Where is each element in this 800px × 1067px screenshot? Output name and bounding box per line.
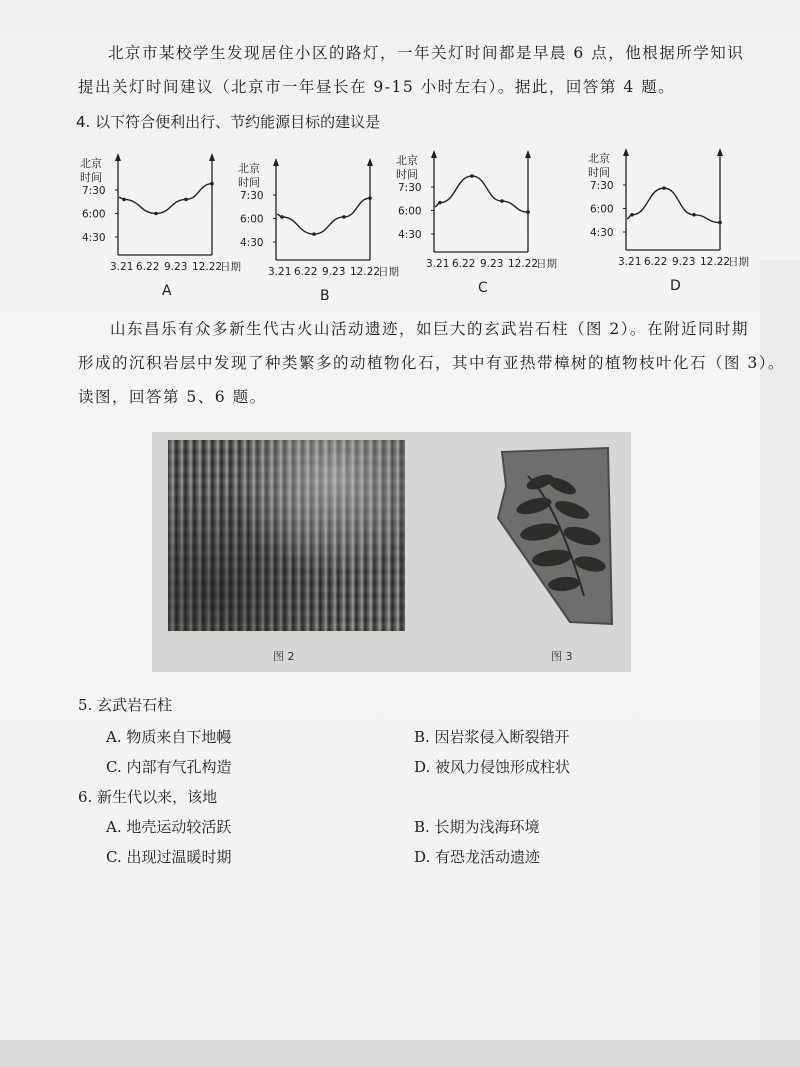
page-bottom-shadow — [0, 1040, 800, 1067]
right-axis-arrow — [717, 148, 723, 156]
q6-option-d[interactable]: D. 有恐龙活动遗迹 — [414, 848, 541, 866]
y-tick-label: 4:30 — [82, 232, 106, 244]
x-tick-label: 12.22 — [508, 258, 539, 270]
x-tick-label: 12.22 — [700, 256, 731, 268]
x-tick-label: 9.23 — [164, 261, 188, 273]
data-point-9.23 — [500, 199, 504, 203]
chart-d — [588, 140, 768, 294]
data-curve — [119, 184, 212, 214]
data-point-9.23 — [184, 198, 188, 202]
x-unit-label: 日期 — [220, 261, 241, 273]
x-tick-label: 3.21 — [426, 258, 450, 270]
passage-line-3: 读图，回答第 5、6 题。 — [78, 388, 267, 406]
x-unit-label: 日期 — [378, 266, 399, 278]
q6-option-c[interactable]: C. 出现过温暖时期 — [106, 848, 232, 866]
passage-line-2: 形成的沉积岩层中发现了种类繁多的动植物化石，其中有亚热带樟树的植物枝叶化石（图 3）。 — [78, 354, 786, 372]
x-tick-label: 12.22 — [192, 261, 223, 273]
data-point-6.22 — [154, 212, 158, 216]
x-tick-label: 6.22 — [294, 266, 318, 278]
x-unit-label: 日期 — [728, 256, 749, 268]
q5-option-d[interactable]: D. 被风力侵蚀形成柱状 — [414, 758, 571, 776]
y-axis-arrow — [273, 158, 279, 166]
chart-b-svg — [238, 150, 413, 304]
data-point-9.23 — [342, 215, 346, 219]
y-tick-label: 4:30 — [590, 227, 614, 239]
data-point-3.21 — [438, 201, 442, 205]
right-axis-arrow — [367, 158, 373, 166]
x-tick-label: 9.23 — [480, 258, 504, 270]
y-title-line-1: 北京 — [80, 157, 102, 170]
data-curve — [277, 198, 370, 234]
y-tick-label: 4:30 — [240, 237, 264, 249]
q6-option-b[interactable]: B. 长期为浅海环境 — [414, 818, 540, 836]
x-tick-label: 6.22 — [136, 261, 160, 273]
x-tick-label: 3.21 — [110, 261, 134, 273]
data-point-3.21 — [280, 215, 284, 219]
data-point-6.22 — [470, 174, 474, 178]
chart-b — [238, 150, 413, 304]
y-tick-label: 6:00 — [398, 205, 422, 218]
y-title-line-1: 北京 — [588, 152, 610, 165]
y-tick-label: 6:00 — [590, 203, 614, 216]
data-point-12.22 — [718, 221, 722, 225]
intro-line-1: 北京市某校学生发现居住小区的路灯，一年关灯时间都是早晨 6 点，他根据所学知识 — [108, 44, 745, 62]
y-tick-label: 7:30 — [398, 182, 422, 194]
question-4-stem: 4. 以下符合便利出行、节约能源目标的建议是 — [76, 113, 381, 131]
y-axis-arrow — [431, 150, 437, 158]
leaf-fossil-photo — [488, 446, 620, 632]
y-tick-label: 7:30 — [590, 180, 614, 192]
question-5-stem: 5. 玄武岩石柱 — [78, 696, 173, 714]
data-point-12.22 — [526, 210, 530, 214]
data-curve — [627, 188, 720, 222]
right-axis-arrow — [525, 150, 531, 158]
y-title-line-2: 时间 — [238, 176, 260, 189]
x-unit-label: 日期 — [536, 258, 557, 270]
question-6-stem: 6. 新生代以来，该地 — [78, 788, 218, 806]
x-tick-label: 12.22 — [350, 266, 381, 278]
y-tick-label: 6:00 — [82, 208, 106, 221]
q5-option-a[interactable]: A. 物质来自下地幔 — [106, 728, 232, 746]
y-tick-label: 6:00 — [240, 213, 264, 226]
page-shadow — [760, 260, 800, 1060]
chart-a — [80, 145, 255, 299]
y-title-line-2: 时间 — [80, 171, 102, 184]
x-tick-label: 3.21 — [268, 266, 292, 278]
chart-letter: A — [162, 283, 172, 299]
x-tick-label: 9.23 — [672, 256, 696, 268]
data-point-12.22 — [368, 196, 372, 200]
data-point-12.22 — [210, 182, 214, 186]
chart-letter: C — [478, 280, 488, 296]
data-point-3.21 — [122, 198, 126, 202]
right-axis-arrow — [209, 153, 215, 161]
data-point-9.23 — [692, 213, 696, 217]
data-point-6.22 — [662, 186, 666, 190]
chart-a-svg — [80, 145, 255, 299]
data-point-6.22 — [312, 232, 316, 236]
chart-c-svg — [396, 142, 576, 296]
chart-letter: B — [320, 288, 330, 304]
q5-option-b[interactable]: B. 因岩浆侵入断裂错开 — [414, 728, 570, 746]
y-tick-label: 7:30 — [82, 185, 106, 197]
q5-option-c[interactable]: C. 内部有气孔构造 — [106, 758, 232, 776]
y-title-line-2: 时间 — [396, 168, 418, 181]
data-point-3.21 — [630, 213, 634, 217]
x-tick-label: 6.22 — [644, 256, 668, 268]
figure-3-caption: 图 3 — [551, 650, 573, 663]
x-tick-label: 9.23 — [322, 266, 346, 278]
chart-c — [396, 142, 576, 296]
figure-2-caption: 图 2 — [273, 650, 295, 663]
passage-line-1: 山东昌乐有众多新生代古火山活动遗迹，如巨大的玄武岩石柱（图 2）。在附近同时期 — [110, 320, 750, 338]
intro-line-2: 提出关灯时间建议（北京市一年昼长在 9-15 小时左右）。据此，回答第 4 题。 — [78, 78, 676, 96]
y-title-line-1: 北京 — [396, 154, 418, 167]
y-tick-label: 4:30 — [398, 229, 422, 241]
y-axis-arrow — [623, 148, 629, 156]
y-title-line-1: 北京 — [238, 162, 260, 175]
basalt-columns-photo — [168, 440, 405, 631]
y-tick-label: 7:30 — [240, 190, 264, 202]
x-tick-label: 6.22 — [452, 258, 476, 270]
chart-d-svg — [588, 140, 768, 294]
y-axis-arrow — [115, 153, 121, 161]
data-curve — [435, 176, 528, 212]
q6-option-a[interactable]: A. 地壳运动较活跃 — [106, 818, 232, 836]
x-tick-label: 3.21 — [618, 256, 642, 268]
y-title-line-2: 时间 — [588, 166, 610, 179]
chart-letter: D — [670, 278, 681, 294]
